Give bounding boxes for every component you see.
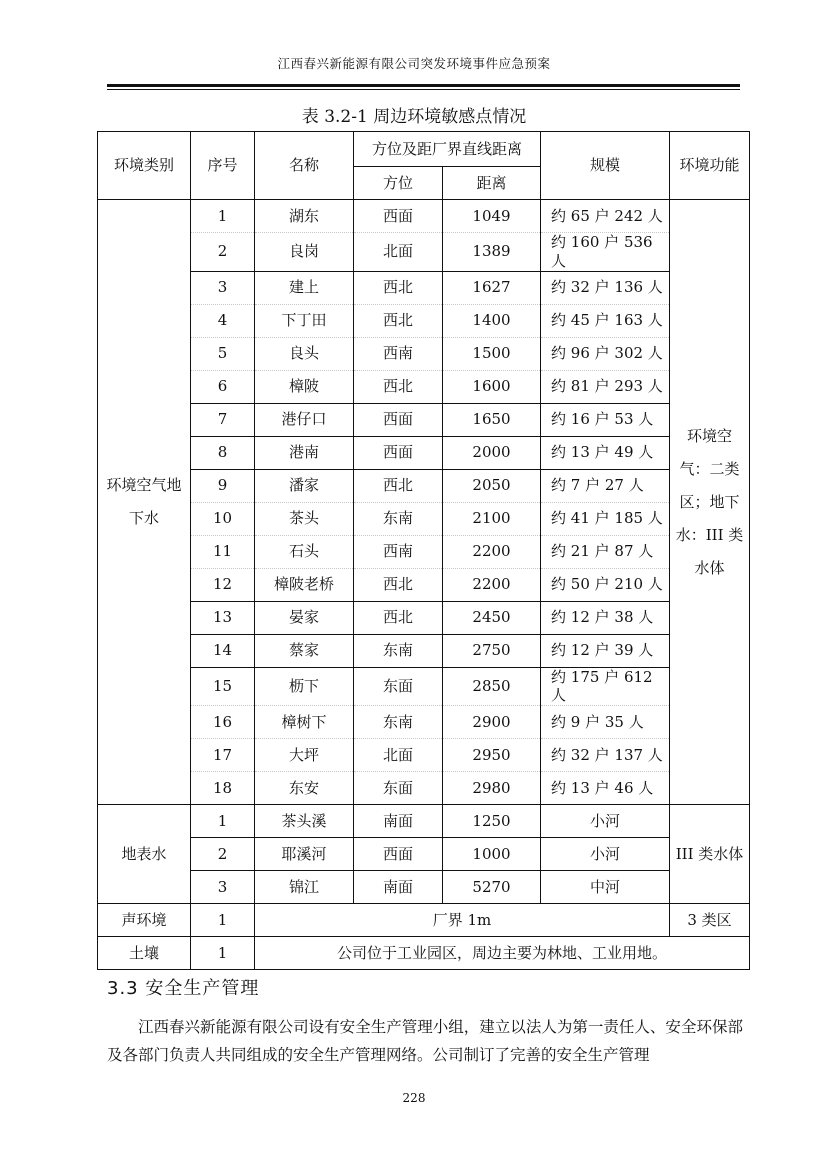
- section-title: 3.3 安全生产管理: [107, 978, 260, 999]
- category-cell: 环境空气地下水: [98, 200, 191, 805]
- name-cell: 枥下: [255, 667, 354, 706]
- table-row: [98, 772, 750, 805]
- distance-cell: 1049: [443, 200, 541, 233]
- distance-cell: 2000: [443, 436, 541, 469]
- dist-cell: 1000: [443, 838, 541, 871]
- seq-cell: 2: [191, 838, 255, 871]
- distance-cell: 1389: [443, 233, 541, 272]
- name-cell: 茶头溪: [255, 805, 354, 838]
- scale-cell: 约 45 户 163 人: [541, 304, 670, 337]
- name-cell: 下丁田: [255, 304, 354, 337]
- table-row: [98, 805, 750, 838]
- table-row: [98, 337, 750, 370]
- seq-cell: 1: [191, 937, 255, 970]
- seq-cell: 16: [191, 706, 255, 739]
- direction-cell: 西北: [354, 601, 443, 634]
- table-row: [98, 838, 750, 871]
- scale-cell: 约 13 户 49 人: [541, 436, 670, 469]
- name-cell: 耶溪河: [255, 838, 354, 871]
- direction-cell: 西南: [354, 535, 443, 568]
- table-row: [98, 706, 750, 739]
- distance-cell: 2750: [443, 634, 541, 667]
- name-cell: 石头: [255, 535, 354, 568]
- direction-cell: 西面: [354, 403, 443, 436]
- table-caption: 表 3.2-1 周边环境敏感点情况: [301, 107, 527, 127]
- direction-cell: 东南: [354, 634, 443, 667]
- body-paragraph: [107, 1013, 743, 1069]
- scale-cell: 约 41 户 185 人: [541, 502, 670, 535]
- distance-cell: 2200: [443, 535, 541, 568]
- direction-cell: 东南: [354, 502, 443, 535]
- seq-cell: 12: [191, 568, 255, 601]
- seq-cell: 15: [191, 667, 255, 706]
- dir-cell: 西面: [354, 838, 443, 871]
- scale-cell: 约 9 户 35 人: [541, 706, 670, 739]
- dir-cell: 南面: [354, 805, 443, 838]
- scale-cell: 约 175 户 612 人: [541, 667, 670, 706]
- distance-cell: 2450: [443, 601, 541, 634]
- name-cell: 建上: [255, 271, 354, 304]
- dist-cell: 5270: [443, 871, 541, 904]
- scale-cell: 约 32 户 136 人: [541, 271, 670, 304]
- seq-cell: 9: [191, 469, 255, 502]
- distance-cell: 2980: [443, 772, 541, 805]
- scale-cell: 约 12 户 39 人: [541, 634, 670, 667]
- direction-cell: 西北: [354, 370, 443, 403]
- header-seq: 序号: [191, 132, 255, 200]
- header-function: [670, 132, 750, 200]
- seq-cell: 1: [191, 805, 255, 838]
- function-cell: [670, 805, 750, 904]
- seq-cell: 17: [191, 739, 255, 772]
- seq-cell: 18: [191, 772, 255, 805]
- header-category: 环境类别: [98, 132, 191, 200]
- scale-cell: 约 81 户 293 人: [541, 370, 670, 403]
- table-row: [98, 403, 750, 436]
- distance-cell: 1400: [443, 304, 541, 337]
- direction-cell: 西北: [354, 271, 443, 304]
- table-row: [98, 634, 750, 667]
- header-scale: 规模: [541, 132, 670, 200]
- scale-cell: 小河: [541, 805, 670, 838]
- desc-cell: 公司位于工业园区，周边主要为林地、工业用地。: [255, 937, 750, 970]
- table-row: [98, 601, 750, 634]
- seq-cell: 3: [191, 271, 255, 304]
- name-cell: 茶头: [255, 502, 354, 535]
- header-direction-distance: 方位及距厂界直线距离: [354, 132, 541, 167]
- direction-cell: 西面: [354, 436, 443, 469]
- name-cell: 蔡家: [255, 634, 354, 667]
- paragraph-text: 江西春兴新能源有限公司设有安全生产管理小组，建立以法人为第一责任人、安全环保部及各部门负责人共同组成的安全生产管理网络。公司制订了完善的安全生产管理: [107, 1018, 743, 1064]
- header-function-text: 环境功能: [679, 156, 740, 174]
- function-text: 环境空气：二类区；地下水：III 类水体: [675, 426, 744, 577]
- direction-cell: 东南: [354, 706, 443, 739]
- page-number: 228: [402, 1091, 426, 1105]
- scale-cell: 约 16 户 53 人: [541, 403, 670, 436]
- table-row: [98, 739, 750, 772]
- scale-cell: 约 7 户 27 人: [541, 469, 670, 502]
- function-cell: [670, 200, 750, 805]
- dir-cell: 南面: [354, 871, 443, 904]
- seq-cell: 8: [191, 436, 255, 469]
- name-cell: 东安: [255, 772, 354, 805]
- name-cell: 港南: [255, 436, 354, 469]
- table-row: [98, 535, 750, 568]
- name-cell: 晏家: [255, 601, 354, 634]
- table-row: [98, 904, 750, 937]
- scale-cell: 约 160 户 536 人: [541, 233, 670, 272]
- category-cell: 土壤: [98, 937, 191, 970]
- header-rule-thick: [107, 84, 740, 87]
- distance-cell: 2200: [443, 568, 541, 601]
- category-cell: 声环境: [98, 904, 191, 937]
- scale-cell: 约 65 户 242 人: [541, 200, 670, 233]
- table-row: [98, 200, 750, 233]
- scale-cell: 约 96 户 302 人: [541, 337, 670, 370]
- dist-cell: 1250: [443, 805, 541, 838]
- distance-cell: 2900: [443, 706, 541, 739]
- scale-cell: 约 21 户 87 人: [541, 535, 670, 568]
- seq-cell: 5: [191, 337, 255, 370]
- direction-cell: 北面: [354, 739, 443, 772]
- header-direction: 方位: [354, 167, 443, 200]
- name-cell: 港仔口: [255, 403, 354, 436]
- table-row: [98, 271, 750, 304]
- direction-cell: 西北: [354, 568, 443, 601]
- distance-cell: 1500: [443, 337, 541, 370]
- seq-cell: 13: [191, 601, 255, 634]
- name-cell: 樟树下: [255, 706, 354, 739]
- direction-cell: 东面: [354, 772, 443, 805]
- seq-cell: 11: [191, 535, 255, 568]
- seq-cell: 3: [191, 871, 255, 904]
- table-row: [98, 436, 750, 469]
- header-name: 名称: [255, 132, 354, 200]
- seq-cell: 6: [191, 370, 255, 403]
- table-row: [98, 370, 750, 403]
- scale-cell: 中河: [541, 871, 670, 904]
- direction-cell: 西北: [354, 469, 443, 502]
- seq-cell: 2: [191, 233, 255, 272]
- distance-cell: 2850: [443, 667, 541, 706]
- table-row: [98, 502, 750, 535]
- table-row: [98, 568, 750, 601]
- name-cell: 锦江: [255, 871, 354, 904]
- name-cell: 潘家: [255, 469, 354, 502]
- sensitive-points-table: [97, 131, 750, 970]
- scale-cell: 约 13 户 46 人: [541, 772, 670, 805]
- distance-cell: 1650: [443, 403, 541, 436]
- document-header: 江西春兴新能源有限公司突发环境事件应急预案: [277, 56, 551, 71]
- direction-cell: 西南: [354, 337, 443, 370]
- seq-cell: 10: [191, 502, 255, 535]
- distance-cell: 1627: [443, 271, 541, 304]
- name-cell: 樟陂老桥: [255, 568, 354, 601]
- table-row: [98, 469, 750, 502]
- scale-cell: 约 12 户 38 人: [541, 601, 670, 634]
- name-cell: 湖东: [255, 200, 354, 233]
- table-row: [98, 233, 750, 272]
- seq-cell: 4: [191, 304, 255, 337]
- table-row: [98, 667, 750, 706]
- header-rule-thin: [107, 89, 740, 90]
- scale-cell: 约 32 户 137 人: [541, 739, 670, 772]
- seq-cell: 7: [191, 403, 255, 436]
- name-cell: 良岗: [255, 233, 354, 272]
- distance-cell: 1600: [443, 370, 541, 403]
- table-row: [98, 871, 750, 904]
- distance-cell: 2950: [443, 739, 541, 772]
- table-row: [98, 937, 750, 970]
- function-cell: 3 类区: [670, 904, 750, 937]
- name-cell: 樟陂: [255, 370, 354, 403]
- name-cell: 大坪: [255, 739, 354, 772]
- function-text: III 类水体: [675, 844, 744, 863]
- table-row: [98, 304, 750, 337]
- header-distance: 距离: [443, 167, 541, 200]
- scale-cell: 约 50 户 210 人: [541, 568, 670, 601]
- name-cell: 良头: [255, 337, 354, 370]
- seq-cell: 14: [191, 634, 255, 667]
- category-cell: 地表水: [98, 805, 191, 904]
- scale-cell: 小河: [541, 838, 670, 871]
- seq-cell: 1: [191, 904, 255, 937]
- desc-cell: 厂界 1m: [255, 904, 670, 937]
- direction-cell: 西北: [354, 304, 443, 337]
- seq-cell: 1: [191, 200, 255, 233]
- distance-cell: 2050: [443, 469, 541, 502]
- direction-cell: 西面: [354, 200, 443, 233]
- distance-cell: 2100: [443, 502, 541, 535]
- direction-cell: 东面: [354, 667, 443, 706]
- direction-cell: 北面: [354, 233, 443, 272]
